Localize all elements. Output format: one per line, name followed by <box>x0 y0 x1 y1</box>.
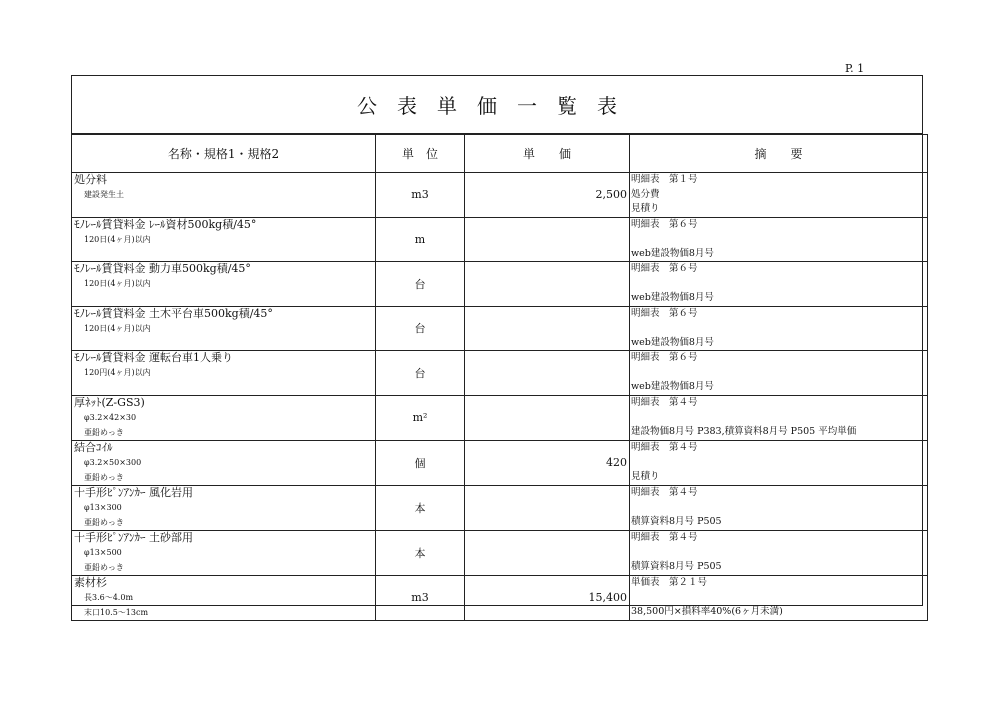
note-line <box>631 277 927 292</box>
cell-price <box>465 395 630 440</box>
note-line <box>631 410 927 425</box>
note-line: 明細表 第４号 <box>631 396 698 408</box>
note-line: 明細表 第６号 <box>631 352 698 363</box>
cell-unit: m² <box>376 395 465 440</box>
item-spec: φ3.2×42×30 <box>84 412 137 422</box>
note-line: 見積り <box>631 203 660 214</box>
item-spec: 亜鉛めっき <box>84 517 124 527</box>
note-line: 見積り <box>631 470 660 482</box>
cell-price <box>465 485 630 530</box>
note-line: 明細表 第４号 <box>631 441 698 453</box>
page-number: P. 1 <box>845 62 865 75</box>
cell-name <box>72 173 376 218</box>
item-spec: 120日(4ヶ月)以内 <box>84 234 151 244</box>
cell-price: 2,500 <box>465 173 630 218</box>
item-spec: 建設発生土 <box>84 190 124 199</box>
item-spec: φ13×500 <box>84 547 122 557</box>
cell-name <box>72 485 376 530</box>
table-row <box>72 440 928 485</box>
note-line: 明細表 第１号 <box>631 174 698 185</box>
note-line: 明細表 第４号 <box>631 486 698 498</box>
note-line: 積算資料8月号 P505 <box>631 560 722 572</box>
item-name: 十手形ﾋﾟﾝｱﾝｶｰ 土砂部用 <box>74 530 193 544</box>
cell-note <box>630 395 928 440</box>
cell-note <box>630 217 928 262</box>
cell-name <box>72 262 376 307</box>
note-line: 明細表 第６号 <box>631 307 698 319</box>
cell-name <box>72 351 376 396</box>
price-table <box>71 134 928 621</box>
item-name: ﾓﾉﾚｰﾙ賃貸料金 動力車500kg積/45° <box>74 262 251 275</box>
cell-unit: m <box>376 217 465 262</box>
item-spec: 120円(4ヶ月)以内 <box>84 368 151 377</box>
cell-unit: 本 <box>376 530 465 575</box>
cell-unit: 本 <box>376 485 465 530</box>
table-row <box>72 485 928 530</box>
item-spec: 亜鉛めっき <box>84 472 124 482</box>
cell-name <box>72 530 376 575</box>
header-price: 単 価 <box>465 135 630 173</box>
item-spec: φ13×300 <box>84 502 122 512</box>
cell-note <box>630 530 928 575</box>
header-unit: 単 位 <box>376 135 465 173</box>
item-spec: 亜鉛めっき <box>84 427 124 437</box>
cell-price <box>465 306 630 351</box>
cell-unit: 台 <box>376 262 465 307</box>
table-header-row <box>72 135 928 173</box>
note-line: web建設物価8月号 <box>631 336 714 348</box>
cell-unit: 台 <box>376 306 465 351</box>
item-name: ﾓﾉﾚｰﾙ賃貸料金 運転台車1人乗り <box>74 351 233 364</box>
cell-unit: 台 <box>376 351 465 396</box>
cell-price <box>465 530 630 575</box>
cell-note <box>630 173 928 218</box>
note-line <box>631 232 927 247</box>
table-row <box>72 306 928 351</box>
note-line <box>631 455 927 470</box>
cell-name <box>72 306 376 351</box>
page-title: 公表単価一覧表 <box>72 76 922 134</box>
price-list-sheet <box>71 75 923 617</box>
cell-unit: m3 <box>376 575 465 620</box>
note-line: 処分費 <box>631 188 660 200</box>
table-row <box>72 217 928 262</box>
note-line: 建設物価8月号 P383,積算資料8月号 P505 平均単価 <box>631 425 857 437</box>
note-line <box>631 321 927 336</box>
item-spec: φ3.2×50×300 <box>84 457 142 467</box>
note-line: 明細表 第６号 <box>631 218 698 230</box>
note-line: 積算資料8月号 P505 <box>631 515 722 527</box>
note-line: web建設物価8月号 <box>631 292 714 303</box>
table-row <box>72 173 928 218</box>
table-row <box>72 395 928 440</box>
cell-note <box>630 351 928 396</box>
note-line: web建設物価8月号 <box>631 247 714 259</box>
cell-note <box>630 306 928 351</box>
cell-note <box>630 485 928 530</box>
cell-note <box>630 575 928 620</box>
item-name: 厚ﾈｯﾄ(Z-GS3) <box>74 395 145 409</box>
table-row <box>72 351 928 396</box>
cell-price <box>465 217 630 262</box>
cell-name <box>72 395 376 440</box>
table-row <box>72 262 928 307</box>
table-row <box>72 575 928 620</box>
cell-name <box>72 217 376 262</box>
item-spec: 末口10.5～13cm <box>84 607 149 617</box>
cell-name <box>72 440 376 485</box>
table-row <box>72 530 928 575</box>
note-line: web建設物価8月号 <box>631 381 714 392</box>
cell-price: 15,400 <box>465 575 630 620</box>
note-line: 明細表 第６号 <box>631 263 698 274</box>
cell-unit: 個 <box>376 440 465 485</box>
note-line <box>631 545 927 560</box>
item-spec: 120日(4ヶ月)以内 <box>84 279 151 288</box>
cell-price: 420 <box>465 440 630 485</box>
cell-unit: m3 <box>376 173 465 218</box>
cell-note <box>630 440 928 485</box>
item-name: 結合ｺｲﾙ <box>74 440 113 454</box>
item-name: 処分料 <box>74 173 107 186</box>
header-name: 名称・規格1・規格2 <box>72 135 376 173</box>
cell-note <box>630 262 928 307</box>
cell-price <box>465 351 630 396</box>
item-spec: 長3.6～4.0m <box>84 592 134 602</box>
note-line: 38,500円×損料率40%(6ヶ月未満) <box>631 605 783 617</box>
item-name: ﾓﾉﾚｰﾙ賃貸料金 ﾚｰﾙ資材500kg積/45° <box>74 217 257 231</box>
note-line <box>631 366 927 381</box>
item-spec: 亜鉛めっき <box>84 562 124 572</box>
cell-price <box>465 262 630 307</box>
note-line: 明細表 第４号 <box>631 531 698 543</box>
item-spec: 120日(4ヶ月)以内 <box>84 323 151 333</box>
note-line <box>631 500 927 515</box>
cell-name <box>72 575 376 620</box>
item-name: ﾓﾉﾚｰﾙ賃貸料金 土木平台車500kg積/45° <box>74 306 273 320</box>
note-line <box>631 590 927 605</box>
item-name: 十手形ﾋﾟﾝｱﾝｶｰ 風化岩用 <box>74 485 193 499</box>
header-note: 摘 要 <box>630 135 928 173</box>
note-line: 単価表 第２１号 <box>631 576 708 588</box>
item-name: 素材杉 <box>74 575 107 589</box>
